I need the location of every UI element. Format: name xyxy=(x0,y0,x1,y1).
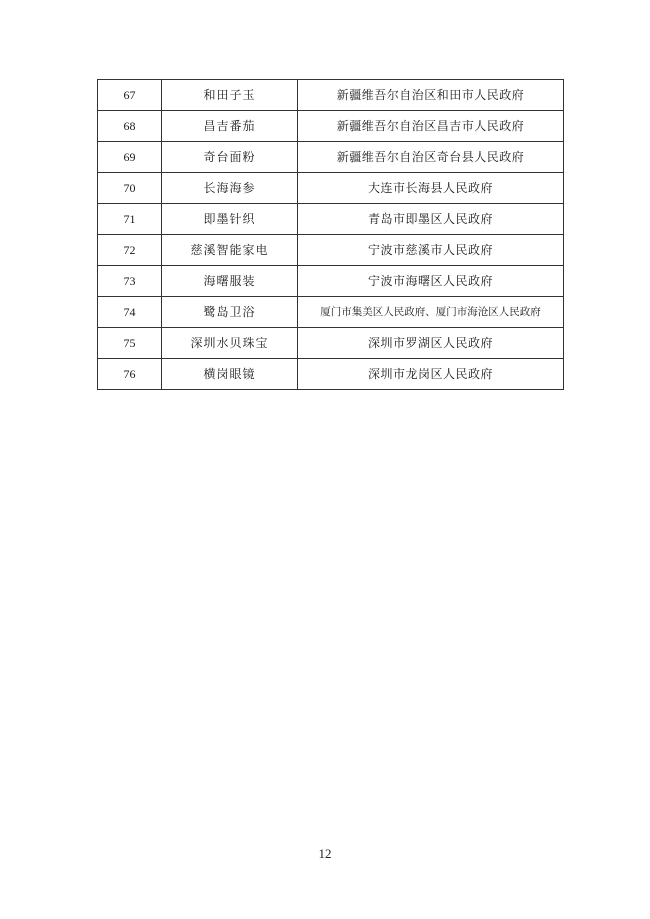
table-row xyxy=(98,235,564,266)
brand-name: 慈溪智能家电 xyxy=(162,235,298,266)
row-number: 70 xyxy=(98,173,162,204)
table-row xyxy=(98,173,564,204)
table-row xyxy=(98,80,564,111)
brand-name: 即墨针织 xyxy=(162,204,298,235)
table-row xyxy=(98,111,564,142)
row-number: 67 xyxy=(98,80,162,111)
government-name: 深圳市龙岗区人民政府 xyxy=(298,359,564,390)
row-number: 75 xyxy=(98,328,162,359)
brand-name: 海曙服装 xyxy=(162,266,298,297)
row-number: 69 xyxy=(98,142,162,173)
brand-name: 长海海参 xyxy=(162,173,298,204)
government-name: 厦门市集美区人民政府、厦门市海沧区人民政府 xyxy=(298,297,564,328)
table-row xyxy=(98,297,564,328)
row-number: 73 xyxy=(98,266,162,297)
government-name: 深圳市罗湖区人民政府 xyxy=(298,328,564,359)
government-name: 新疆维吾尔自治区奇台县人民政府 xyxy=(298,142,564,173)
government-name: 青岛市即墨区人民政府 xyxy=(298,204,564,235)
government-name: 宁波市海曙区人民政府 xyxy=(298,266,564,297)
row-number: 71 xyxy=(98,204,162,235)
government-name: 宁波市慈溪市人民政府 xyxy=(298,235,564,266)
row-number: 76 xyxy=(98,359,162,390)
row-number: 68 xyxy=(98,111,162,142)
government-name: 大连市长海县人民政府 xyxy=(298,173,564,204)
brand-name: 昌吉番茄 xyxy=(162,111,298,142)
brand-table xyxy=(97,79,564,390)
table-row xyxy=(98,204,564,235)
brand-name: 奇台面粉 xyxy=(162,142,298,173)
brand-name: 和田子玉 xyxy=(162,80,298,111)
table-row xyxy=(98,359,564,390)
government-name: 新疆维吾尔自治区昌吉市人民政府 xyxy=(298,111,564,142)
table-row xyxy=(98,328,564,359)
row-number: 74 xyxy=(98,297,162,328)
brand-name: 横岗眼镜 xyxy=(162,359,298,390)
page-number: 12 xyxy=(318,846,332,861)
table-row xyxy=(98,142,564,173)
brand-name: 深圳水贝珠宝 xyxy=(162,328,298,359)
table-row xyxy=(98,266,564,297)
government-name: 新疆维吾尔自治区和田市人民政府 xyxy=(298,80,564,111)
table-body xyxy=(98,80,564,390)
brand-name: 鹭岛卫浴 xyxy=(162,297,298,328)
row-number: 72 xyxy=(98,235,162,266)
